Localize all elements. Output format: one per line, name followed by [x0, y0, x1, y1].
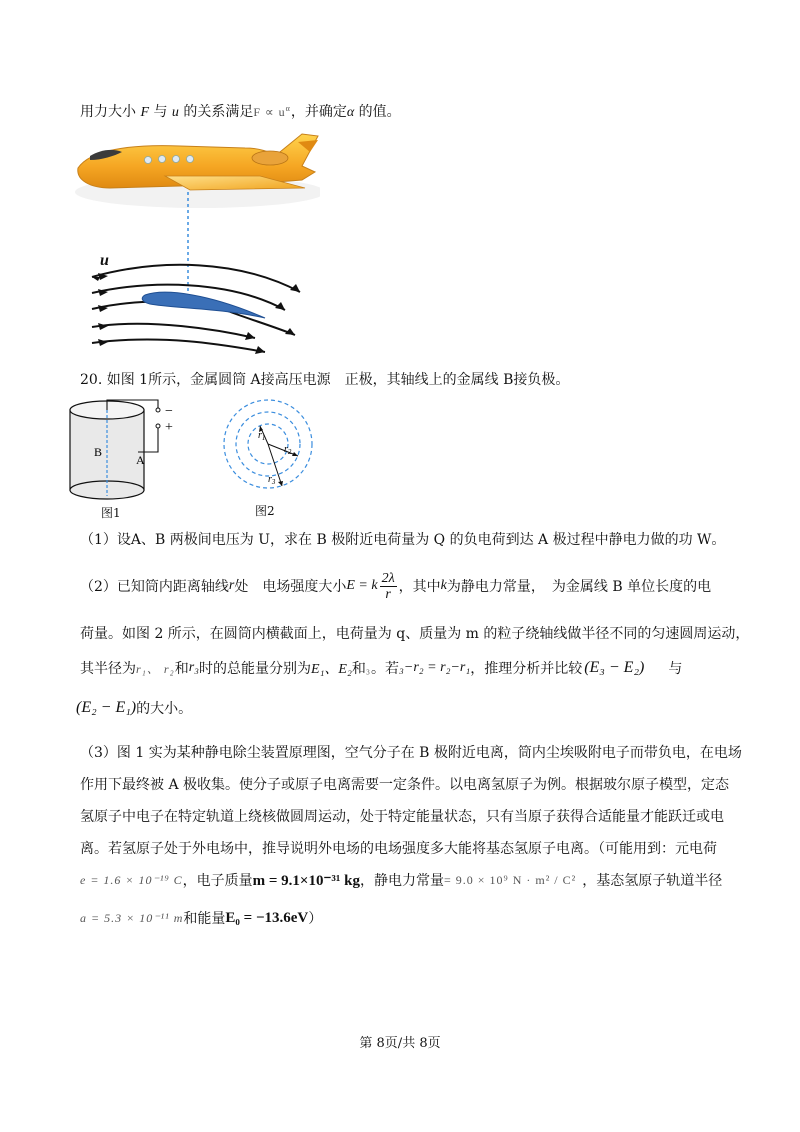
- svg-text:A: A: [136, 453, 145, 467]
- svg-text:−: −: [165, 404, 173, 419]
- figure-1-caption: 图1: [101, 506, 121, 520]
- proportional-formula: $F \propto u^\alpha$: [253, 104, 291, 119]
- figure-2-caption: 图2: [255, 504, 275, 518]
- question-20-part-2-line-1: （2）已知筒内距离轴线 r 处 电场强度大小 E = k $\frac{2\lambda}{r}$ ，其中 k 为静电力常量， 为金属线 B 单位长度的电: [80, 570, 712, 602]
- figure-1-cylinder: [64, 398, 184, 518]
- question-20-part-3-line-3: 氢原子中电子在特定轨道上绕核做圆周运动，处于特定能量状态，只有当原子获得合适能量才能跃迁或电: [80, 809, 724, 825]
- question-20-part-3-constants-1: e = 1.6 × 10⁻¹⁹ C ，电子质量 m = 9.1×10⁻³¹ kg ，静电力常量 = 9.0 × 10⁹ N · m² / C² ，基态氢原子轨道半径: [80, 872, 723, 889]
- figure-2-circles: [220, 398, 320, 498]
- svg-text:+: +: [165, 420, 173, 435]
- question-20-part-1: （1）设A、B 两极间电压为 U，求在 B 极附近电荷量为 Q 的负电荷到达 A 极过程中静电力做的功 W。: [80, 532, 726, 548]
- streamline-tail-arrows: [98, 273, 108, 346]
- svg-text:B: B: [94, 445, 103, 459]
- airplane-image: [75, 134, 320, 208]
- question-20-part-3-line-1: （3）图 1 实为某种静电除尘装置原理图，空气分子在 B 极附近电离，筒内尘埃吸附电子而带负电，在电场: [80, 745, 742, 761]
- field-formula: E = k: [346, 578, 378, 593]
- airplane-airfoil-figure: [70, 130, 320, 360]
- svg-text:r1: $r_1$: [258, 430, 266, 442]
- field-fraction: $\frac{2\lambda}{r}$: [381, 570, 395, 602]
- question-20-part-3-line-2: 作用下最终被 A 极收集。使分子或原子电离需要一定条件。以电离氢原子为例。根据玻尔原子模型，定态: [80, 777, 730, 793]
- question-20-part-2-line-3: 其半径为 r₁、 r₂ 和 r₃ 时的总能量分别为 E₁、E₂ 和 ₃ 。若 ₃−r₂ = r₂−r₁ ，推理分析并比较 (E₃ − E₂) 与: [80, 659, 683, 677]
- svg-text:r3: $r_3$: [268, 474, 276, 486]
- question-20-part-3-constants-2: a = 5.3 × 10⁻¹¹ m 和能量 E₀ = −13.6eV ）: [80, 909, 323, 927]
- question-20-part-2-line-2: 荷量。如图 2 所示，在圆筒内横截面上，电荷量为 q、质量为 m 的粒子绕轴线做半径不同的匀速圆周运动，: [80, 626, 750, 642]
- question-20-intro: 20. 如图 1所示，金属圆筒 A接高压电源 正极，其轴线上的金属线 B接负极。: [80, 372, 570, 388]
- question-20-part-2-line-4: (E₂ − E₁) 的大小。: [76, 699, 193, 717]
- svg-text:r2: $r_2$: [284, 444, 292, 456]
- question-19-tail-line: 用力大小 F 与 u 的关系满足$F \propto u^\alpha$，并确定α 的值。: [80, 104, 401, 120]
- page-footer: 第 8页/共 8页: [359, 1036, 441, 1051]
- airfoil-shape: [142, 292, 265, 318]
- question-20-part-3-line-4: 离。若氢原子处于外电场中，推导说明外电场的电场强度多大能将基态氢原子电离。（可能用到：元电荷: [80, 841, 717, 857]
- flow-speed-label: u: [100, 252, 109, 269]
